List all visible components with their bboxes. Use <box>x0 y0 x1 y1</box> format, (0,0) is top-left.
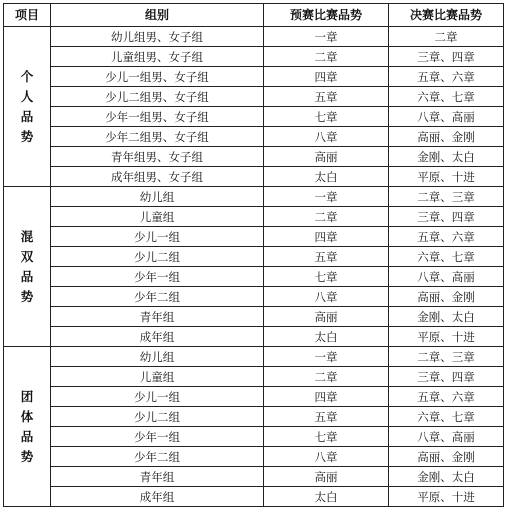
final-cell: 三章、四章 <box>389 47 504 67</box>
prelim-cell: 四章 <box>264 227 389 247</box>
table-row <box>4 407 504 427</box>
table-body <box>4 27 504 507</box>
table-row <box>4 387 504 407</box>
prelim-cell: 五章 <box>264 407 389 427</box>
group-cell: 青年组 <box>51 467 264 487</box>
final-cell: 平原、十进 <box>389 487 504 507</box>
prelim-cell: 高丽 <box>264 467 389 487</box>
group-cell: 青年组 <box>51 307 264 327</box>
final-cell: 八章、高丽 <box>389 427 504 447</box>
prelim-cell: 七章 <box>264 107 389 127</box>
final-cell: 三章、四章 <box>389 207 504 227</box>
header-item: 项目 <box>4 4 51 27</box>
table-row <box>4 267 504 287</box>
prelim-cell: 太白 <box>264 167 389 187</box>
table-row <box>4 287 504 307</box>
final-cell: 六章、七章 <box>389 87 504 107</box>
prelim-cell: 高丽 <box>264 307 389 327</box>
group-cell: 幼儿组男、女子组 <box>51 27 264 47</box>
final-cell: 高丽、金刚 <box>389 127 504 147</box>
header-group: 组别 <box>51 4 264 27</box>
table-row <box>4 427 504 447</box>
final-cell: 五章、六章 <box>389 67 504 87</box>
table-row <box>4 127 504 147</box>
group-cell: 成年组男、女子组 <box>51 167 264 187</box>
final-cell: 金刚、太白 <box>389 307 504 327</box>
category-label: 团 体 品 势 <box>20 388 34 464</box>
group-cell: 幼儿组 <box>51 347 264 367</box>
table-row <box>4 367 504 387</box>
table-row <box>4 107 504 127</box>
prelim-cell: 太白 <box>264 327 389 347</box>
group-cell: 少年一组男、女子组 <box>51 107 264 127</box>
prelim-cell: 七章 <box>264 427 389 447</box>
final-cell: 金刚、太白 <box>389 147 504 167</box>
table-row <box>4 247 504 267</box>
group-cell: 青年组男、女子组 <box>51 147 264 167</box>
prelim-cell: 八章 <box>264 127 389 147</box>
category-label: 个 人 品 势 <box>20 68 34 144</box>
final-cell: 平原、十进 <box>389 167 504 187</box>
group-cell: 少儿二组 <box>51 247 264 267</box>
table-row <box>4 447 504 467</box>
group-cell: 儿童组男、女子组 <box>51 47 264 67</box>
final-cell: 五章、六章 <box>389 227 504 247</box>
prelim-cell: 五章 <box>264 87 389 107</box>
group-cell: 少年一组 <box>51 427 264 447</box>
category-cell <box>4 27 51 187</box>
final-cell: 二章 <box>389 27 504 47</box>
prelim-cell: 二章 <box>264 47 389 67</box>
final-cell: 五章、六章 <box>389 387 504 407</box>
prelim-cell: 五章 <box>264 247 389 267</box>
group-cell: 少年二组男、女子组 <box>51 127 264 147</box>
table-row <box>4 467 504 487</box>
poomsae-table <box>3 3 504 507</box>
final-cell: 六章、七章 <box>389 407 504 427</box>
prelim-cell: 四章 <box>264 67 389 87</box>
table-row <box>4 227 504 247</box>
final-cell: 二章、三章 <box>389 347 504 367</box>
table-row <box>4 67 504 87</box>
table-row <box>4 307 504 327</box>
final-cell: 平原、十进 <box>389 327 504 347</box>
table-row <box>4 347 504 367</box>
table-row <box>4 47 504 67</box>
category-label: 混 双 品 势 <box>20 228 34 304</box>
prelim-cell: 一章 <box>264 347 389 367</box>
group-cell: 成年组 <box>51 327 264 347</box>
table-row <box>4 27 504 47</box>
final-cell: 高丽、金刚 <box>389 287 504 307</box>
prelim-cell: 一章 <box>264 187 389 207</box>
group-cell: 少儿一组 <box>51 227 264 247</box>
prelim-cell: 四章 <box>264 387 389 407</box>
table-row <box>4 327 504 347</box>
prelim-cell: 二章 <box>264 367 389 387</box>
group-cell: 少儿一组 <box>51 387 264 407</box>
final-cell: 三章、四章 <box>389 367 504 387</box>
header-row <box>4 4 504 27</box>
table-row <box>4 167 504 187</box>
group-cell: 儿童组 <box>51 207 264 227</box>
category-cell <box>4 347 51 507</box>
group-cell: 儿童组 <box>51 367 264 387</box>
final-cell: 高丽、金刚 <box>389 447 504 467</box>
final-cell: 六章、七章 <box>389 247 504 267</box>
final-cell: 八章、高丽 <box>389 267 504 287</box>
prelim-cell: 八章 <box>264 447 389 467</box>
group-cell: 少年二组 <box>51 287 264 307</box>
prelim-cell: 七章 <box>264 267 389 287</box>
category-cell <box>4 187 51 347</box>
table-row <box>4 187 504 207</box>
prelim-cell: 太白 <box>264 487 389 507</box>
prelim-cell: 八章 <box>264 287 389 307</box>
final-cell: 金刚、太白 <box>389 467 504 487</box>
group-cell: 少年二组 <box>51 447 264 467</box>
table-row <box>4 487 504 507</box>
group-cell: 幼儿组 <box>51 187 264 207</box>
final-cell: 二章、三章 <box>389 187 504 207</box>
group-cell: 少儿一组男、女子组 <box>51 67 264 87</box>
prelim-cell: 高丽 <box>264 147 389 167</box>
prelim-cell: 一章 <box>264 27 389 47</box>
header-final: 决赛比赛品势 <box>389 4 504 27</box>
group-cell: 成年组 <box>51 487 264 507</box>
group-cell: 少儿二组 <box>51 407 264 427</box>
final-cell: 八章、高丽 <box>389 107 504 127</box>
header-prelim: 预赛比赛品势 <box>264 4 389 27</box>
group-cell: 少年一组 <box>51 267 264 287</box>
group-cell: 少儿二组男、女子组 <box>51 87 264 107</box>
table-row <box>4 87 504 107</box>
table-row <box>4 147 504 167</box>
prelim-cell: 二章 <box>264 207 389 227</box>
table-row <box>4 207 504 227</box>
